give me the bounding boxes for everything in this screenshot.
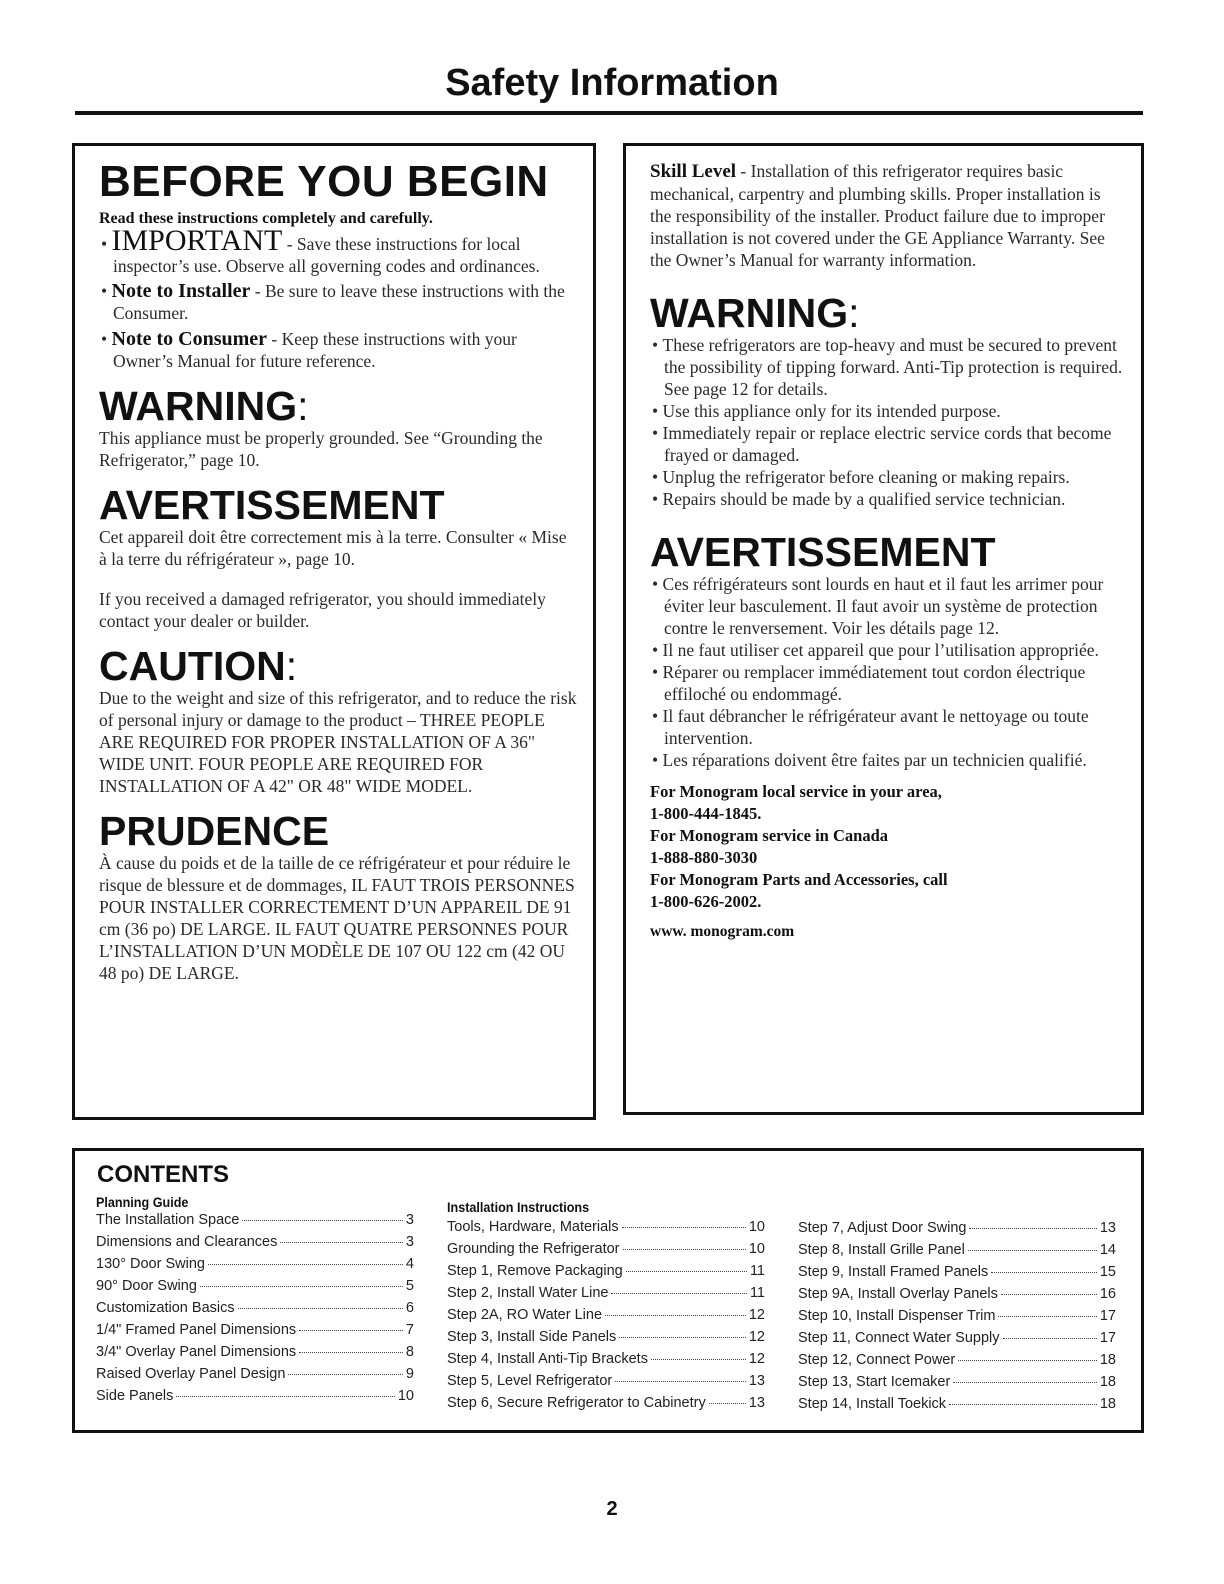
list-item: • Il ne faut utiliser cet appareil que pour l’utilisation appropriée. [652,640,1099,660]
warning-list [650,334,1125,510]
installer-note: • Note to Installer - Be sure to leave these instructions with the Consumer. [101,280,565,323]
toc-entry[interactable] [447,1395,765,1417]
toc-leader-dots [969,1228,1096,1229]
toc-entry[interactable] [96,1322,414,1344]
website-link[interactable]: www. monogram.com [650,923,795,940]
toc-leader-dots [1003,1338,1097,1339]
planning-guide-column [96,1194,414,1410]
avertissement-list [650,573,1125,771]
list-item: • Use this appliance only for its intended purpose. [652,401,1001,421]
avertissement-heading: AVERTISSEMENT [99,482,445,528]
toc-leader-dots [626,1271,747,1272]
toc-entry-label: Step 12, Connect Power [798,1352,956,1368]
toc-leader-dots [200,1286,403,1287]
toc-leader-dots [176,1396,394,1397]
warning-heading: WARNING: [99,383,309,429]
toc-leader-dots [958,1360,1097,1361]
skill-level-label: Skill Level [650,161,737,182]
toc-entry-page: 18 [1099,1374,1116,1390]
toc-entry[interactable] [447,1329,765,1351]
toc-entry-label: Step 10, Install Dispenser Trim [798,1308,996,1324]
page-title: Safety Information [445,62,779,104]
planning-guide-heading: Planning Guide [96,1194,189,1210]
prudence-text: À cause du poids et de la taille de ce réfrigérateur et pour réduire le risque de blessure et de dommages, IL FAUT TROIS PERSONNES POUR INSTALLER CORRECTEMENT D’UN APPAREIL DE 91 cm (36 po) DE LARGE. IL FAUT QUATRE PERSONNES POUR L’INSTALLATION D’UN MODÈLE DE 107 OU 122 cm (42 OU 48 po) DE LARGE. [99,853,575,983]
toc-leader-dots [709,1403,746,1404]
local-service-text: For Monogram local service in your area, [650,782,942,801]
toc-entry-label: Step 1, Remove Packaging [447,1263,623,1279]
toc-entry-page: 18 [1099,1396,1116,1412]
read-instructions-lead: Read these instructions completely and carefully. [99,210,433,227]
toc-entry[interactable] [798,1352,1116,1374]
toc-entry[interactable] [798,1308,1116,1330]
toc-leader-dots [991,1272,1097,1273]
toc-leader-dots [1001,1294,1097,1295]
toc-leader-dots [280,1242,403,1243]
toc-entry-page: 14 [1099,1242,1116,1258]
toc-entry[interactable] [96,1212,414,1234]
toc-entry[interactable] [447,1285,765,1307]
parts-text: For Monogram Parts and Accessories, call [650,870,948,889]
toc-entry[interactable] [798,1220,1116,1242]
toc-entry[interactable] [96,1344,414,1366]
toc-entry-page: 17 [1099,1330,1116,1346]
toc-entry-page: 4 [405,1256,414,1272]
caution-heading: CAUTION: [99,643,298,689]
toc-entry[interactable] [447,1373,765,1395]
toc-entry-label: Step 3, Install Side Panels [447,1329,617,1345]
toc-leader-dots [605,1315,746,1316]
list-item: • These refrigerators are top-heavy and must be secured to prevent the possibility of tipping forward. Anti-Tip protection is required. See page 12 for details. [652,335,1123,399]
toc-leader-dots [611,1293,746,1294]
toc-entry-page: 13 [1099,1220,1116,1236]
toc-entry-page: 13 [748,1373,765,1389]
toc-entry[interactable] [96,1366,414,1388]
toc-leader-dots [238,1308,403,1309]
toc-entry-page: 15 [1099,1264,1116,1280]
toc-entry-page: 8 [405,1344,414,1360]
toc-leader-dots [299,1330,403,1331]
toc-entry-page: 10 [397,1388,414,1404]
toc-entry[interactable] [447,1307,765,1329]
before-you-begin-panel [72,143,596,1120]
toc-leader-dots [651,1359,746,1360]
toc-leader-dots [288,1374,403,1375]
toc-entry-label: Step 2A, RO Water Line [447,1307,603,1323]
toc-entry-label: Step 9A, Install Overlay Panels [798,1286,998,1302]
toc-entry-page: 3 [405,1234,414,1250]
steps-column [798,1220,1116,1418]
toc-entry-page: 3 [405,1212,414,1228]
canada-service-phone[interactable]: 1-888-880-3030 [650,848,758,867]
toc-entry[interactable] [798,1264,1116,1286]
toc-entry-label: Raised Overlay Panel Design [96,1366,286,1382]
toc-leader-dots [953,1382,1097,1383]
toc-entry-page: 5 [405,1278,414,1294]
installation-heading: Installation Instructions [447,1199,590,1215]
before-you-begin-heading: BEFORE YOU BEGIN [99,157,549,206]
toc-entry[interactable] [96,1256,414,1278]
toc-entry-label: Step 8, Install Grille Panel [798,1242,965,1258]
toc-entry-label: Step 5, Level Refrigerator [447,1373,613,1389]
toc-entry[interactable] [447,1241,765,1263]
toc-leader-dots [619,1337,746,1338]
parts-phone[interactable]: 1-800-626-2002. [650,892,762,911]
list-item: • Réparer ou remplacer immédiatement tout cordon électrique effiloché ou endommagé. [652,662,1086,704]
toc-entry-page: 17 [1099,1308,1116,1324]
toc-entry-page: 11 [749,1285,765,1301]
list-item: • Unplug the refrigerator before cleaning or making repairs. [652,467,1070,487]
toc-entry-label: Step 14, Install Toekick [798,1396,947,1412]
toc-entry-page: 10 [748,1241,765,1257]
toc-entry-page: 10 [748,1219,765,1235]
toc-entry-label: 90° Door Swing [96,1278,197,1294]
toc-entry[interactable] [96,1278,414,1300]
toc-entry-label: Step 13, Start Icemaker [798,1374,951,1390]
toc-entry[interactable] [96,1388,414,1410]
toc-entry-label: Step 4, Install Anti-Tip Brackets [447,1351,648,1367]
consumer-label: Note to Consumer [111,328,268,350]
toc-leader-dots [622,1227,746,1228]
list-item: • Les réparations doivent être faites par un technicien qualifié. [652,750,1087,770]
installer-label: Note to Installer [111,280,251,302]
list-item: • Immediately repair or replace electric service cords that become frayed or damaged. [652,423,1112,465]
important-text: - Save these instructions for local inspector’s use. Observe all governing codes and ordinances. [113,234,540,276]
toc-leader-dots [615,1381,746,1382]
avertissement-heading-right: AVERTISSEMENT [650,529,996,575]
consumer-text: - Keep these instructions with your Owner’s Manual for future reference. [113,329,517,371]
toc-leader-dots [949,1404,1097,1405]
title-rule [75,111,1143,115]
warning-heading-right: WARNING: [650,290,860,336]
toc-entry-label: Step 6, Secure Refrigerator to Cabinetry [447,1395,706,1411]
toc-entry[interactable] [798,1286,1116,1308]
caution-text: Due to the weight and size of this refrigerator, and to reduce the risk of personal injury or damage to the product – THREE PEOPLE ARE REQUIRED FOR PROPER INSTALLATION OF A 36" WIDE UNIT. FOUR PEOPLE ARE REQUIRED FOR INSTALLATION OF A 42" OR 48" WIDE MODEL. [99,688,577,796]
toc-entry-page: 18 [1099,1352,1116,1368]
toc-leader-dots [208,1264,403,1265]
list-item: • Ces réfrigérateurs sont lourds en haut et il faut les arrimer pour éviter leur basculement. Il faut avoir un système de protection contre le renversement. Voir les détails page 12. [652,574,1104,638]
list-item: • Il faut débrancher le réfrigérateur avant le nettoyage ou toute intervention. [652,706,1089,748]
toc-entry-page: 6 [405,1300,414,1316]
contents-title: CONTENTS [97,1161,229,1188]
canada-service-text: For Monogram service in Canada [650,826,889,845]
damaged-text: If you received a damaged refrigerator, you should immediately contact your dealer or builder. [99,589,546,631]
toc-entry-label: 3/4" Overlay Panel Dimensions [96,1344,297,1360]
installation-column [447,1199,765,1417]
toc-entry-page: 12 [748,1329,765,1345]
list-item: • Repairs should be made by a qualified service technician. [652,489,1066,509]
prudence-heading: PRUDENCE [99,808,330,854]
toc-leader-dots [623,1249,746,1250]
toc-leader-dots [242,1220,402,1221]
consumer-note: • Note to Consumer - Keep these instructions with your Owner’s Manual for future reference. [101,328,517,371]
toc-entry-label: Step 7, Adjust Door Swing [798,1220,967,1236]
toc-entry-label: Grounding the Refrigerator [447,1241,620,1257]
toc-entry[interactable] [447,1351,765,1373]
important-label: IMPORTANT [111,224,283,257]
toc-entry-label: Customization Basics [96,1300,235,1316]
toc-entry-page: 9 [405,1366,414,1382]
toc-entry-page: 12 [748,1307,765,1323]
toc-entry-page: 11 [749,1263,765,1279]
toc-entry-label: 130° Door Swing [96,1256,205,1272]
toc-entry[interactable] [798,1242,1116,1264]
important-note: • IMPORTANT - Save these instructions for local inspector’s use. Observe all governing codes and ordinances. [101,224,540,276]
avertissement-text: Cet appareil doit être correctement mis à la terre. Consulter « Mise à la terre du réfrigérateur », page 10. [99,527,567,569]
contents-panel [72,1148,1144,1433]
toc-entry[interactable] [447,1263,765,1285]
service-contacts [650,781,1125,943]
toc-entry-label: 1/4" Framed Panel Dimensions [96,1322,297,1338]
toc-entry[interactable] [798,1396,1116,1418]
skill-level-text: Skill Level - Installation of this refrigerator requires basic mechanical, carpentry and plumbing skills. Proper installation is the responsibility of the installer. Product failure due to improper installation is not covered under the GE Appliance Warranty. See the Owner’s Manual for warranty information. [650,161,1105,270]
toc-entry-page: 13 [748,1395,765,1411]
toc-entry-page: 12 [748,1351,765,1367]
page-number: 2 [606,1498,618,1520]
toc-entry[interactable] [96,1300,414,1322]
toc-entry-label: The Installation Space [96,1212,240,1228]
warning-text: This appliance must be properly grounded. See “Grounding the Refrigerator,” page 10. [99,428,543,470]
toc-entry-label: Step 9, Install Framed Panels [798,1264,989,1280]
skill-warning-panel [623,143,1144,1115]
toc-entry-label: Step 11, Connect Water Supply [798,1330,1000,1346]
toc-entry-label: Side Panels [96,1388,174,1404]
toc-leader-dots [968,1250,1097,1251]
toc-entry-page: 16 [1099,1286,1116,1302]
toc-entry[interactable] [447,1219,765,1241]
installer-text: - Be sure to leave these instructions with the Consumer. [113,281,565,323]
toc-entry-label: Step 2, Install Water Line [447,1285,609,1301]
toc-entry-label: Dimensions and Clearances [96,1234,278,1250]
toc-entry[interactable] [798,1330,1116,1352]
local-service-phone[interactable]: 1-800-444-1845. [650,804,762,823]
toc-entry-label: Tools, Hardware, Materials [447,1219,619,1235]
toc-leader-dots [299,1352,403,1353]
toc-entry[interactable] [798,1374,1116,1396]
toc-leader-dots [998,1316,1096,1317]
toc-entry[interactable] [96,1234,414,1256]
toc-entry-page: 7 [405,1322,414,1338]
